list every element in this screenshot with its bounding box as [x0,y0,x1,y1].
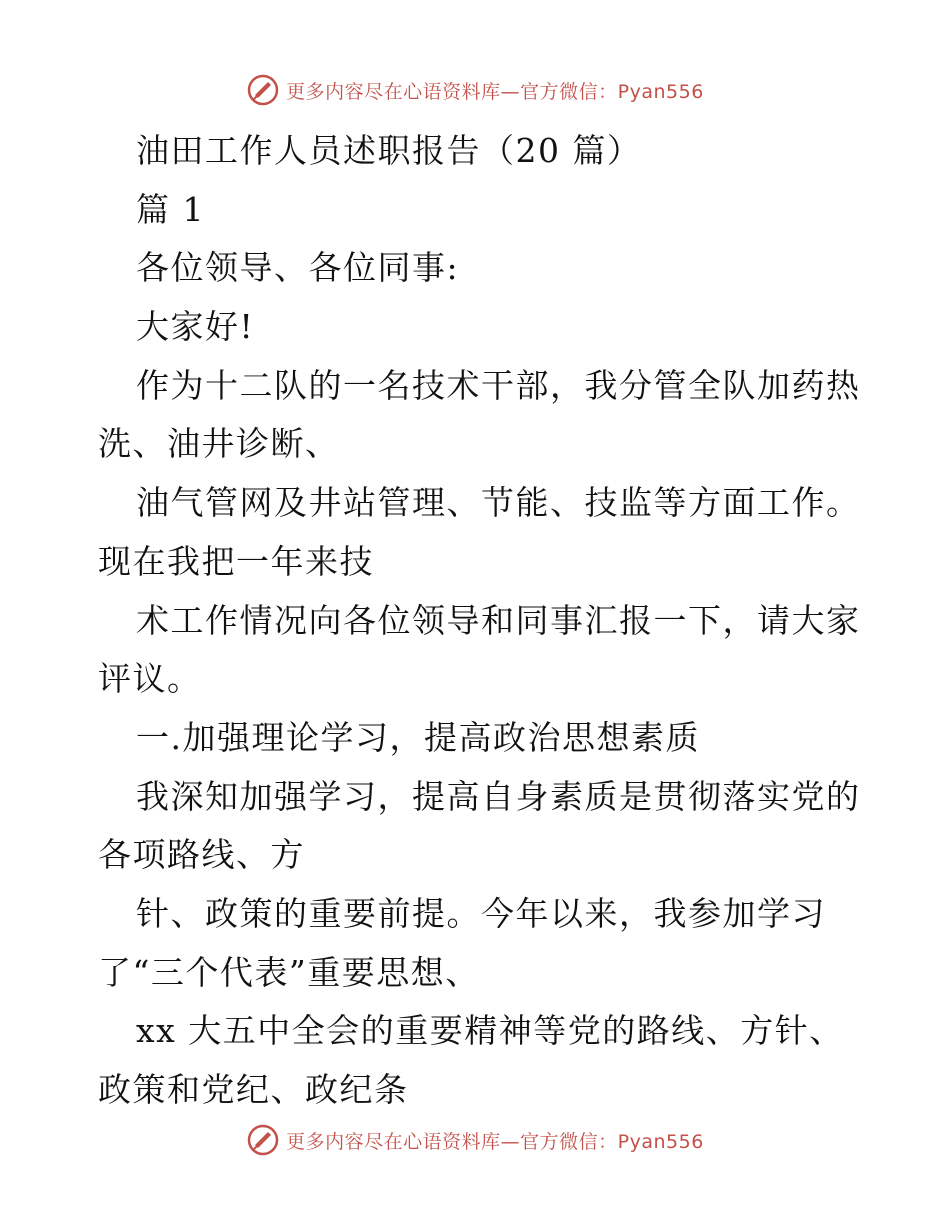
paragraph-line: 现在我把一年来技 [98,541,374,581]
logo-icon [246,1123,280,1157]
paragraph-line: 洗、油井诊断、 [98,424,340,464]
subheading: 一.加强理论学习，提高政治思想素质 [136,717,700,757]
paragraph-line: 评议。 [98,659,202,699]
document-title: 油田工作人员述职报告（20 篇） [136,131,642,170]
header-banner-text: 更多内容尽在心语资料库—官方微信：Pyan556 [286,80,704,103]
greeting: 大家好! [136,307,255,347]
paragraph-line: 了“三个代表”重要思想、 [98,952,480,992]
paragraph-line: 我深知加强学习，提高自身素质是贯彻落实党的 [136,776,861,816]
paragraph-line: 各项路线、方 [98,835,305,875]
paragraph-line: 油气管网及井站管理、节能、技监等方面工作。 [136,483,861,523]
document-body [98,122,861,1120]
footer-banner [0,1120,950,1160]
section-heading: 篇 1 [136,189,205,229]
footer-banner-text: 更多内容尽在心语资料库—官方微信：Pyan556 [286,1130,704,1153]
salutation: 各位领导、各位同事: [136,248,460,288]
paragraph-line: 政策和党纪、政纪条 [98,1070,409,1109]
paragraph-line: 术工作情况向各位领导和同事汇报一下，请大家 [136,600,861,640]
paragraph-line: 作为十二队的一名技术干部，我分管全队加药热 [136,365,861,405]
header-banner [0,70,950,110]
logo-icon [246,73,280,107]
paragraph-line: xx 大五中全会的重要精神等党的路线、方针、 [136,1011,844,1051]
paragraph-line: 针、政策的重要前提。今年以来，我参加学习 [136,893,826,933]
